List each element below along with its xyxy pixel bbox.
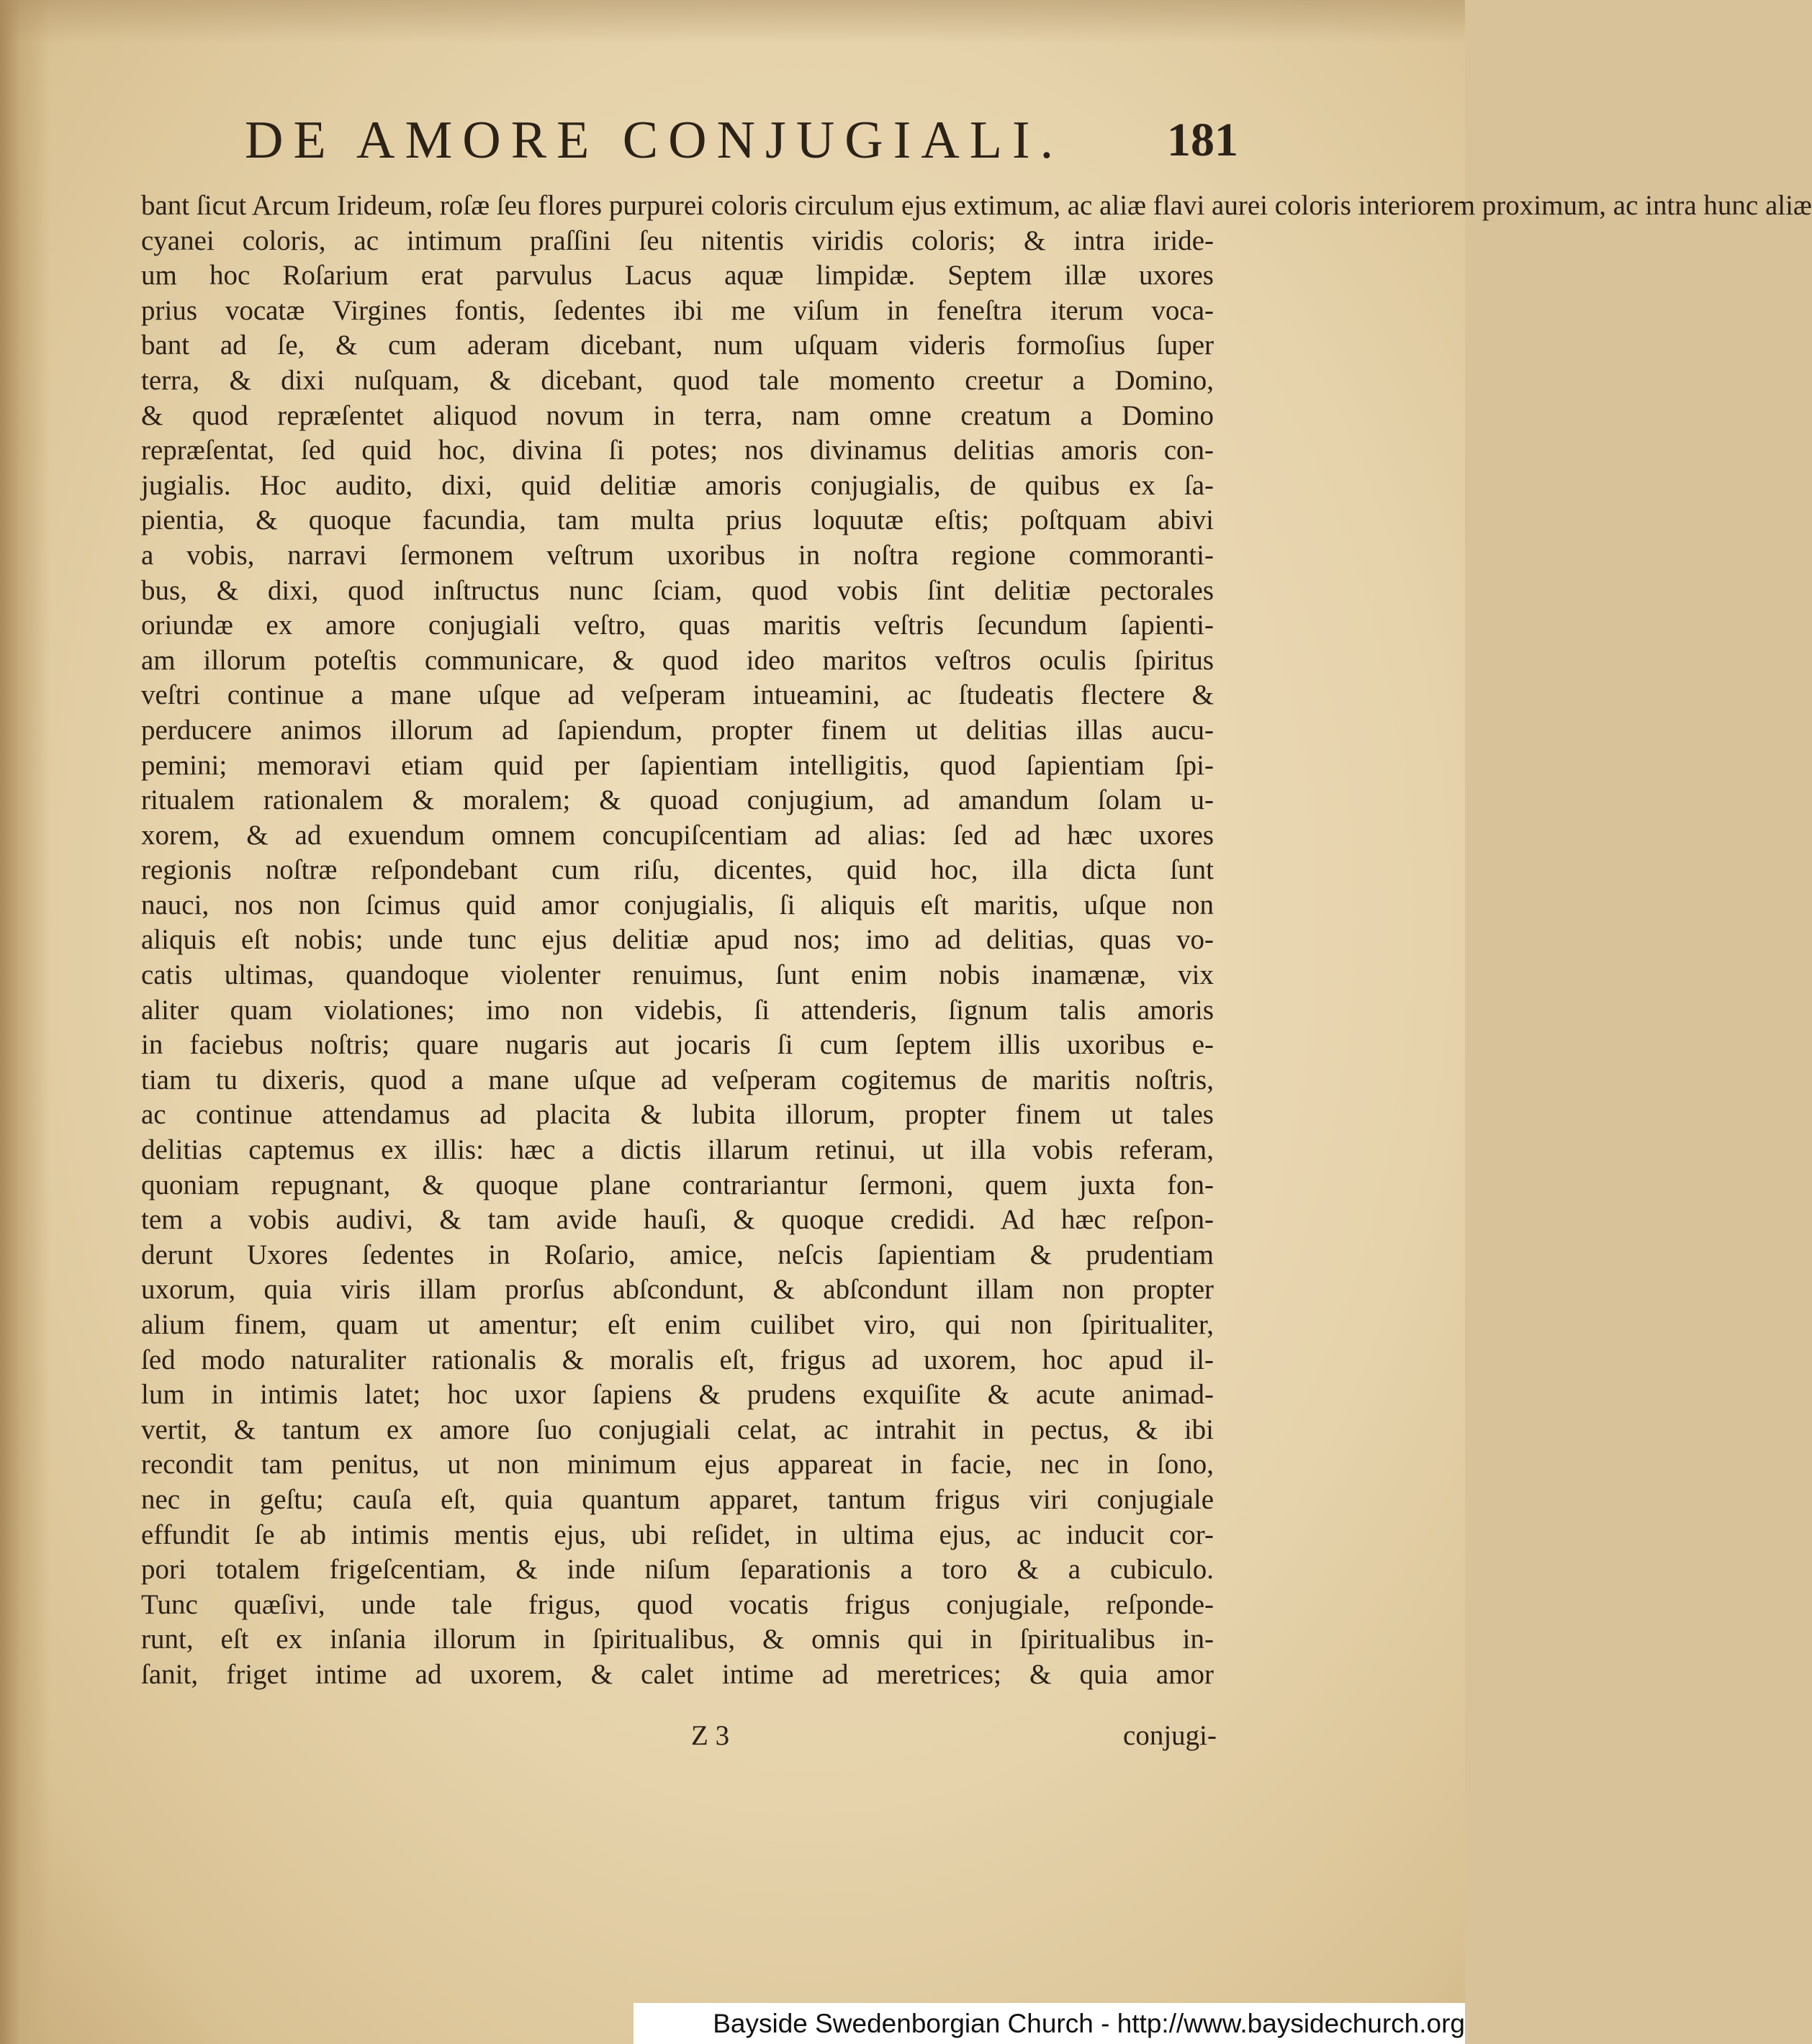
text-line: terra, & dixi nuſquam, & dicebant, quod tale momento creetur a Domino, [141,364,1214,396]
page-number: 181 [1167,114,1238,166]
text-line: ſed modo naturaliter rationalis & moralis eſt, frigus ad uxorem, hoc apud il- [141,1344,1214,1375]
text-line: prius vocatæ Virgines fontis, ſedentes ibi me viſum in feneſtra iterum voca- [141,294,1214,326]
watermark-banner [634,2003,1465,2044]
text-line: bus, & dixi, quod inſtructus nunc ſciam, quod vobis ſint delitiæ pectorales [141,574,1214,606]
text-line: effundit ſe ab intimis mentis ejus, ubi reſidet, in ultima ejus, ac inducit cor- [141,1519,1214,1550]
text-line: ritualem rationalem & moralem; & quoad conjugium, ad amandum ſolam u- [141,784,1214,816]
page-gutter-shadow [0,0,50,2044]
text-line: bant ad ſe, & cum aderam dicebant, num uſquam videris formoſius ſuper [141,330,1214,361]
text-line: alium finem, quam ut amentur; eſt enim cuilibet viro, qui non ſpiritualiter, [141,1309,1214,1340]
text-line: regionis noſtræ reſpondebant cum riſu, dicentes, quid hoc, illa dicta ſunt [141,854,1214,886]
text-line: uxorum, quia viris illam prorſus abſcondunt, & abſcondunt illam non propter [141,1274,1214,1306]
text-line: a vobis, narravi ſermonem veſtrum uxoribus in noſtra regione commoranti- [141,539,1214,571]
text-line: aliter quam violationes; imo non videbis, ſi attenderis, ſignum talis amoris [141,994,1214,1026]
text-line: quoniam repugnant, & quoque plane contrariantur ſermoni, quem juxta fon- [141,1169,1214,1200]
text-line: bant ſicut Arcum Irideum, roſæ ſeu flores purpurei coloris circulum ejus extimum, ac aliæ flavi aurei coloris interiorem proximum, ac intra hunc aliæ [141,190,1812,221]
body-text [141,189,1812,1693]
text-line: pori totalem frigeſcentiam, & inde niſum ſeparationis a toro & a cubiculo. [141,1554,1214,1586]
text-line: catis ultimas, quandoque violenter renuimus, ſunt enim nobis inamænæ, vix [141,959,1214,991]
text-line: tem a vobis audivi, & tam avide hauſi, & quoque credidi. Ad hæc reſpon- [141,1204,1214,1236]
catchword: conjugi- [1123,1720,1217,1751]
text-line: jugialis. Hoc audito, dixi, quid delitiæ amoris conjugialis, de quibus ex ſa- [141,469,1214,501]
text-line: repræſentat, ſed quid hoc, divina ſi potes; nos divinamus delitias amoris con- [141,435,1214,466]
text-line: pemini; memoravi etiam quid per ſapientiam intelligitis, quod ſapientiam ſpi- [141,749,1214,781]
text-line: nauci, nos non ſcimus quid amor conjugialis, ſi aliquis eſt maritis, uſque non [141,889,1214,921]
watermark-text: Bayside Swedenborgian Church - http://www.baysidechurch.org [713,2009,1465,2038]
running-head: DE AMORE CONJUGIALI. [245,111,1064,170]
printer-signature-mark: Z 3 [691,1720,730,1751]
text-line: ac continue attendamus ad placita & lubita illorum, propter finem ut tales [141,1099,1214,1131]
text-line: Tunc quæſivi, unde tale frigus, quod vocatis frigus conjugiale, reſponde- [141,1588,1214,1620]
text-line: am illorum poteſtis communicare, & quod ideo maritos veſtros oculis ſpiritus [141,644,1214,676]
text-line: tiam tu dixeris, quod a mane uſque ad veſperam cogitemus de maritis noſtris, [141,1064,1214,1095]
text-line: um hoc Roſarium erat parvulus Lacus aquæ limpidæ. Septem illæ uxores [141,260,1214,291]
text-line: runt, eſt ex inſania illorum in ſpiritualibus, & omnis qui in ſpiritualibus in- [141,1624,1214,1655]
text-line: oriundæ ex amore conjugiali veſtro, quas maritis veſtris ſecundum ſapienti- [141,610,1214,641]
text-line: pientia, & quoque facundia, tam multa prius loquutæ eſtis; poſtquam abivi [141,505,1214,536]
text-line: nec in geſtu; cauſa eſt, quia quantum apparet, tantum frigus viri conjugiale [141,1483,1214,1515]
text-line: cyanei coloris, ac intimum praſſini ſeu nitentis viridis coloris; & intra iride- [141,225,1214,256]
text-line: & quod repræſentet aliquod novum in terra, nam omne creatum a Domino [141,399,1214,431]
page-top-shadow [0,0,1465,43]
text-line: derunt Uxores ſedentes in Roſario, amice, neſcis ſapientiam & prudentiam [141,1239,1214,1270]
text-line: xorem, & ad exuendum omnem concupiſcentiam ad alias: ſed ad hæc uxores [141,819,1214,851]
text-line: lum in intimis latet; hoc uxor ſapiens & prudens exquiſite & acute animad- [141,1379,1214,1411]
text-line: perducere animos illorum ad ſapiendum, propter finem ut delitias illas aucu- [141,714,1214,746]
text-line: in faciebus noſtris; quare nugaris aut jocaris ſi cum ſeptem illis uxoribus e- [141,1029,1214,1061]
text-line: aliquis eſt nobis; unde tunc ejus delitiæ apud nos; imo ad delitias, quas vo- [141,924,1214,956]
text-line: delitias captemus ex illis: hæc a dictis illarum retinui, ut illa vobis referam, [141,1134,1214,1166]
text-line: ſanit, friget intime ad uxorem, & calet intime ad meretrices; & quia amor [141,1658,1214,1690]
text-line: recondit tam penitus, ut non minimum ejus appareat in facie, nec in ſono, [141,1449,1214,1480]
text-line: veſtri continue a mane uſque ad veſperam intueamini, ac ſtudeatis flectere & [141,679,1214,711]
text-line: vertit, & tantum ex amore ſuo conjugiali celat, ac intrahit in pectus, & ibi [141,1414,1214,1445]
